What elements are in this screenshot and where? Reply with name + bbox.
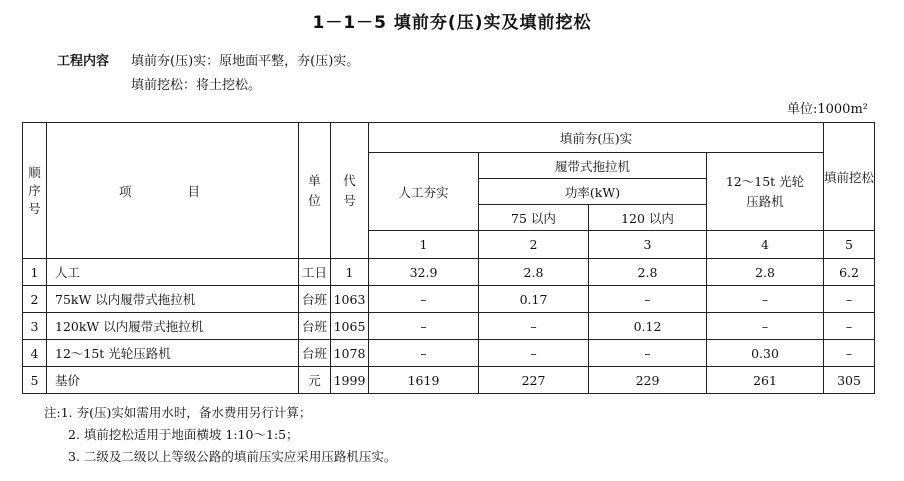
work-content	[57, 50, 359, 98]
header-roller	[707, 153, 824, 231]
row-no: 5	[23, 367, 47, 394]
table-row	[23, 340, 875, 367]
row-value: –	[589, 340, 707, 367]
row-no: 2	[23, 286, 47, 313]
col-num-5: 5	[824, 231, 875, 259]
row-value: 0.30	[707, 340, 824, 367]
header-unit-text: 单位	[308, 172, 321, 208]
row-code: 1063	[331, 286, 369, 313]
row-value: 229	[589, 367, 707, 394]
header-roller-text: 12～15t 光轮压路机	[725, 173, 805, 209]
row-unit: 工日	[299, 259, 331, 286]
row-value: 2.8	[589, 259, 707, 286]
row-unit: 台班	[299, 286, 331, 313]
col-num-3: 3	[589, 231, 707, 259]
row-value: –	[369, 340, 479, 367]
row-value: 305	[824, 367, 875, 394]
row-value: –	[479, 313, 589, 340]
header-seq-text: 顺序号	[28, 164, 41, 216]
header-loosen: 填前挖松	[824, 123, 875, 231]
row-name: 12～15t 光轮压路机	[47, 340, 299, 367]
header-code	[331, 123, 369, 259]
header-compact-group: 填前夯(压)实	[369, 123, 824, 153]
header-unit	[299, 123, 331, 259]
header-p75: 75 以内	[479, 205, 589, 231]
row-no: 3	[23, 313, 47, 340]
row-code: 1999	[331, 367, 369, 394]
row-unit: 元	[299, 367, 331, 394]
work-content-line-2: 填前挖松：将土挖松。	[131, 78, 262, 93]
unit-label: 单位:1000m²	[786, 102, 868, 117]
row-value: –	[479, 340, 589, 367]
row-code: 1065	[331, 313, 369, 340]
row-value: 32.9	[369, 259, 479, 286]
page-title: 1－1－5 填前夯(压)实及填前挖松	[312, 13, 592, 33]
row-unit: 台班	[299, 313, 331, 340]
row-name: 基价	[47, 367, 299, 394]
row-value: –	[369, 286, 479, 313]
row-value: 227	[479, 367, 589, 394]
row-name: 人工	[47, 259, 299, 286]
work-content-label: 工程内容	[57, 54, 110, 69]
note-2: 2. 填前挖松适用于地面横坡 1:10～1:5；	[68, 427, 299, 442]
header-code-text: 代号	[343, 172, 356, 208]
row-name: 75kW 以内履带式拖拉机	[47, 286, 299, 313]
row-value: –	[369, 313, 479, 340]
row-value: –	[824, 340, 875, 367]
header-item: 项 目	[47, 123, 299, 259]
row-value: –	[824, 313, 875, 340]
row-value: 0.17	[479, 286, 589, 313]
header-manual: 人工夯实	[369, 153, 479, 231]
header-power: 功率(kW)	[479, 179, 707, 205]
notes	[44, 402, 396, 468]
row-value: –	[589, 286, 707, 313]
note-1: 注:1. 夯(压)实如需用水时，备水费用另行计算；	[44, 405, 312, 420]
note-3: 3. 二级及二级以上等级公路的填前压实应采用压路机压实。	[68, 449, 397, 464]
header-p120: 120 以内	[589, 205, 707, 231]
row-code: 1078	[331, 340, 369, 367]
row-no: 4	[23, 340, 47, 367]
header-seq	[23, 123, 47, 259]
row-value: –	[707, 313, 824, 340]
table-row	[23, 313, 875, 340]
row-unit: 台班	[299, 340, 331, 367]
row-value: 2.8	[707, 259, 824, 286]
quota-table	[22, 122, 875, 394]
row-value: 0.12	[589, 313, 707, 340]
header-crawler: 履带式拖拉机	[479, 153, 707, 179]
row-no: 1	[23, 259, 47, 286]
row-value: –	[707, 286, 824, 313]
row-value: 2.8	[479, 259, 589, 286]
row-value: 1619	[369, 367, 479, 394]
col-num-2: 2	[479, 231, 589, 259]
row-value: –	[824, 286, 875, 313]
table-row	[23, 367, 875, 394]
row-code: 1	[331, 259, 369, 286]
table-row	[23, 286, 875, 313]
row-name: 120kW 以内履带式拖拉机	[47, 313, 299, 340]
col-num-4: 4	[707, 231, 824, 259]
col-num-1: 1	[369, 231, 479, 259]
row-value: 6.2	[824, 259, 875, 286]
row-value: 261	[707, 367, 824, 394]
table-row	[23, 259, 875, 286]
work-content-line-1: 填前夯(压)实：原地面平整，夯(压)实。	[131, 54, 360, 69]
